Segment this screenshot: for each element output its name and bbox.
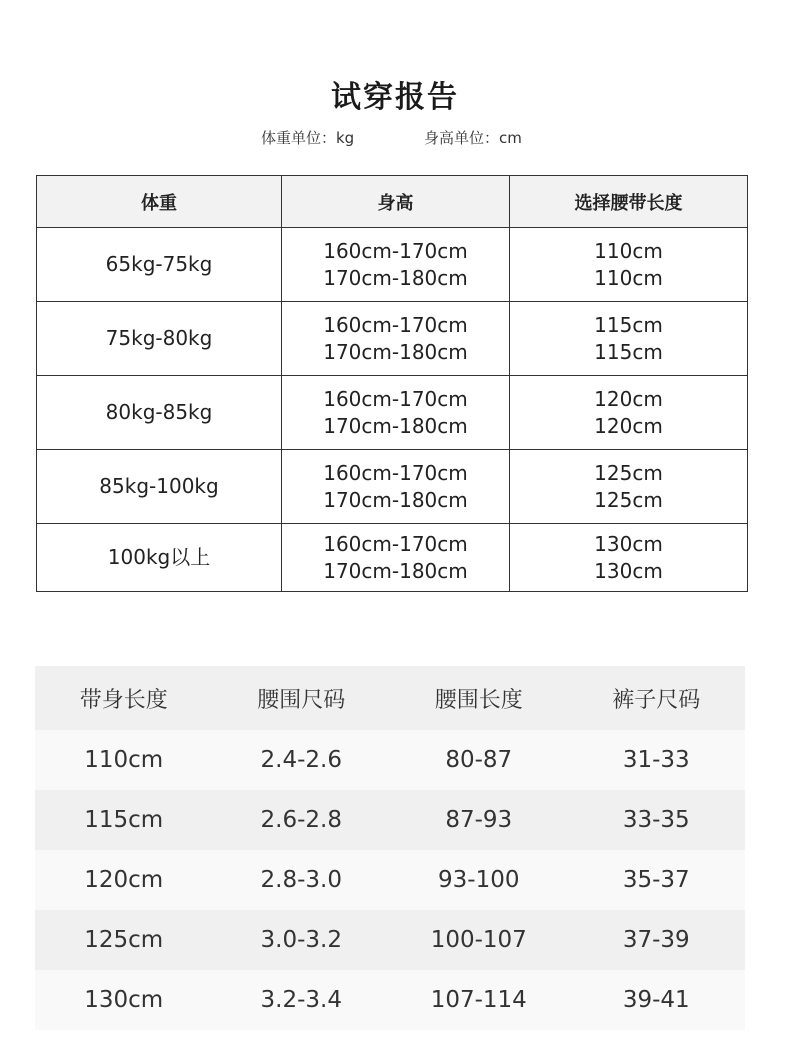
table-header-row — [37, 176, 748, 228]
height-range: 160cm-170cm — [323, 531, 468, 556]
belt-length: 120cm — [594, 413, 663, 438]
belt-body-length-cell: 130cm — [84, 987, 164, 1013]
fitting-report-table — [36, 175, 748, 592]
waist-size-cell: 3.0-3.2 — [260, 927, 342, 953]
waist-length-cell: 93-100 — [438, 867, 520, 893]
header-waist-length: 腰围长度 — [434, 687, 523, 713]
belt-length: 130cm — [594, 531, 663, 556]
height-cell — [282, 524, 510, 592]
weight-unit-note: 体重单位：kg — [261, 129, 355, 147]
waist-length-cell: 87-93 — [445, 807, 513, 833]
height-range: 170cm-180cm — [323, 413, 468, 438]
belt-cell — [510, 228, 748, 302]
pants-size-cell: 37-39 — [622, 927, 690, 953]
belt-body-length-cell: 110cm — [84, 747, 164, 773]
table-row — [37, 302, 748, 376]
belt-length: 110cm — [594, 265, 663, 290]
waist-length-cell: 107-114 — [430, 987, 527, 1013]
belt-cell — [510, 302, 748, 376]
waist-size-cell: 2.8-3.0 — [260, 867, 342, 893]
header-weight: 体重 — [37, 176, 282, 228]
pants-size-cell: 39-41 — [622, 987, 690, 1013]
waist-size-cell: 3.2-3.4 — [260, 987, 342, 1013]
header-waist-size: 腰围尺码 — [257, 687, 346, 713]
pants-size-cell: 31-33 — [622, 747, 690, 773]
height-range: 160cm-170cm — [323, 386, 468, 411]
pants-size-cell: 33-35 — [622, 807, 690, 833]
page-title: 试穿报告 — [331, 80, 459, 115]
weight-cell: 75kg-80kg — [37, 302, 282, 376]
height-range: 170cm-180cm — [323, 558, 468, 583]
table-row — [37, 450, 748, 524]
belt-cell — [510, 524, 748, 592]
table-row — [35, 910, 745, 970]
weight-cell: 85kg-100kg — [37, 450, 282, 524]
height-range: 170cm-180cm — [323, 339, 468, 364]
table-row — [35, 790, 745, 850]
header-belt-body-length: 带身长度 — [79, 687, 168, 713]
header-height: 身高 — [282, 176, 510, 228]
table-row — [37, 376, 748, 450]
height-cell — [282, 228, 510, 302]
height-range: 170cm-180cm — [323, 265, 468, 290]
belt-length: 125cm — [594, 460, 663, 485]
table-row — [37, 228, 748, 302]
height-cell — [282, 376, 510, 450]
belt-length: 125cm — [594, 487, 663, 512]
belt-cell — [510, 450, 748, 524]
header-pants-size: 裤子尺码 — [612, 687, 701, 713]
height-range: 160cm-170cm — [323, 238, 468, 263]
belt-length: 115cm — [594, 339, 663, 364]
belt-length: 130cm — [594, 558, 663, 583]
waist-size-cell: 2.4-2.6 — [260, 747, 342, 773]
belt-length: 110cm — [594, 238, 663, 263]
belt-body-length-cell: 115cm — [84, 807, 164, 833]
weight-cell: 80kg-85kg — [37, 376, 282, 450]
pants-size-cell: 35-37 — [622, 867, 690, 893]
table-row — [35, 850, 745, 910]
height-range: 160cm-170cm — [323, 312, 468, 337]
belt-length: 115cm — [594, 312, 663, 337]
table-row — [37, 524, 748, 592]
waist-length-cell: 80-87 — [445, 747, 513, 773]
height-unit-note: 身高单位：cm — [424, 129, 522, 147]
waist-length-cell: 100-107 — [430, 927, 527, 953]
height-cell — [282, 302, 510, 376]
size-header-row — [35, 666, 745, 730]
height-range: 160cm-170cm — [323, 460, 468, 485]
belt-cell — [510, 376, 748, 450]
height-range: 170cm-180cm — [323, 487, 468, 512]
belt-body-length-cell: 125cm — [84, 927, 164, 953]
weight-cell: 65kg-75kg — [37, 228, 282, 302]
belt-length: 120cm — [594, 386, 663, 411]
weight-cell: 100kg以上 — [37, 524, 282, 592]
table-row — [35, 970, 745, 1030]
waist-size-cell: 2.6-2.8 — [260, 807, 342, 833]
header-belt-length: 选择腰带长度 — [510, 176, 748, 228]
size-chart-table — [35, 666, 745, 1030]
table-row — [35, 730, 745, 790]
belt-body-length-cell: 120cm — [84, 867, 164, 893]
height-cell — [282, 450, 510, 524]
